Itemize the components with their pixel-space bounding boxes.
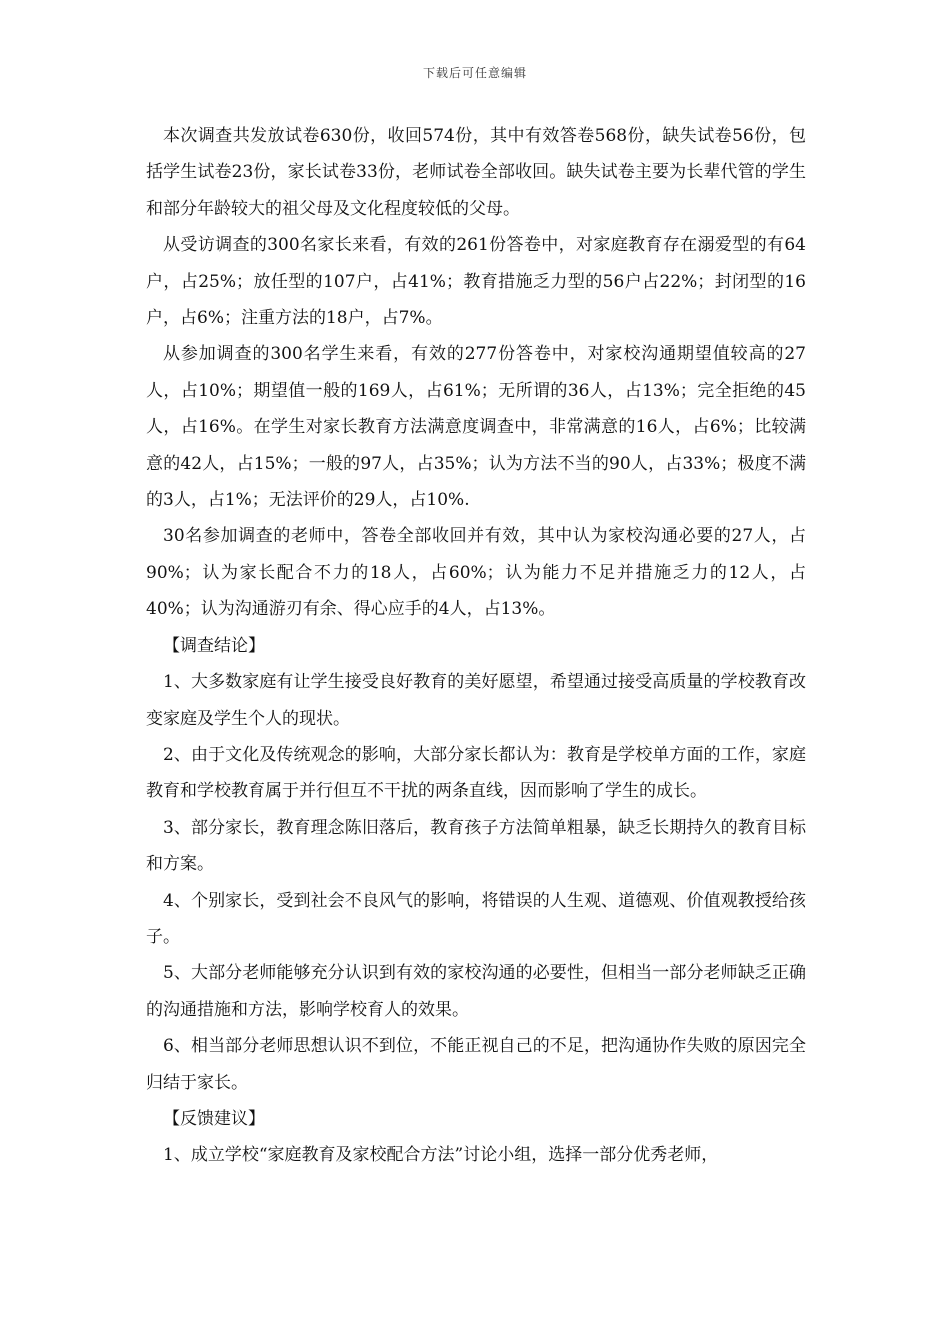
conclusion-item-2: 2、由于文化及传统观念的影响，大部分家长都认为：教育是学校单方面的工作，家庭教育和学校教育属于并行但互不干扰的两条直线，因而影响了学生的成长。: [146, 744, 806, 802]
paragraph-students-results: 从参加调查的300名学生来看，有效的277份答卷中，对家校沟通期望值较高的27人，占10%；期望值一般的169人，占61%；无所谓的36人，占13%；完全拒绝的45人，占16%。在学生对家长教育方法满意度调查中，非常满意的16人，占6%；比较满意的42人，占15%；一般的97人，占35%；认为方法不当的90人，占33%；极度不满的3人，占1%；无法评价的29人，占10%.: [146, 344, 806, 511]
conclusion-item-1: 1、大多数家庭有让学生接受良好教育的美好愿望，希望通过接受高质量的学校教育改变家庭及学生个人的现状。: [146, 672, 806, 729]
conclusion-item-6: 6、相当部分老师思想认识不到位，不能正视自己的不足，把沟通协作失败的原因完全归结于家长。: [146, 1036, 806, 1093]
page-header-note: 下载后可任意编辑: [422, 66, 527, 80]
conclusion-item-3: 3、部分家长，教育理念陈旧落后，教育孩子方法简单粗暴，缺乏长期持久的教育目标和方案。: [146, 817, 806, 875]
document-body: [146, 118, 806, 1174]
feedback-item-1: 1、成立学校“家庭教育及家校配合方法”讨论小组，选择一部分优秀老师，: [163, 1145, 719, 1166]
section-heading-feedback: 【反馈建议】: [163, 1108, 265, 1129]
conclusion-item-4: 4、个别家长，受到社会不良风气的影响，将错误的人生观、道德观、价值观教授给孩子。: [146, 890, 806, 947]
paragraph-parents-results: 从受访调查的300名家长来看，有效的261份答卷中，对家庭教育存在溺爱型的有64户，占25%；放任型的107户，占41%；教育措施乏力型的56户占22%；封闭型的16户，占6%；注重方法的18户，占7%。: [146, 235, 806, 329]
paragraph-teachers-results: 30名参加调查的老师中，答卷全部收回并有效，其中认为家校沟通必要的27人，占90%；认为家长配合不力的18人，占60%；认为能力不足并措施乏力的12人，占40%；认为沟通游刃有余、得心应手的4人，占13%。: [146, 526, 806, 620]
conclusion-item-5: 5、大部分老师能够充分认识到有效的家校沟通的必要性，但相当一部分老师缺乏正确的沟通措施和方法，影响学校育人的效果。: [146, 963, 806, 1020]
paragraph-survey-overview: 本次调查共发放试卷630份，收回574份，其中有效答卷568份，缺失试卷56份，包括学生试卷23份，家长试卷33份，老师试卷全部收回。缺失试卷主要为长辈代管的学生和部分年龄较大的祖父母及文化程度较低的父母。: [146, 126, 806, 219]
section-heading-conclusion: 【调查结论】: [163, 635, 265, 656]
